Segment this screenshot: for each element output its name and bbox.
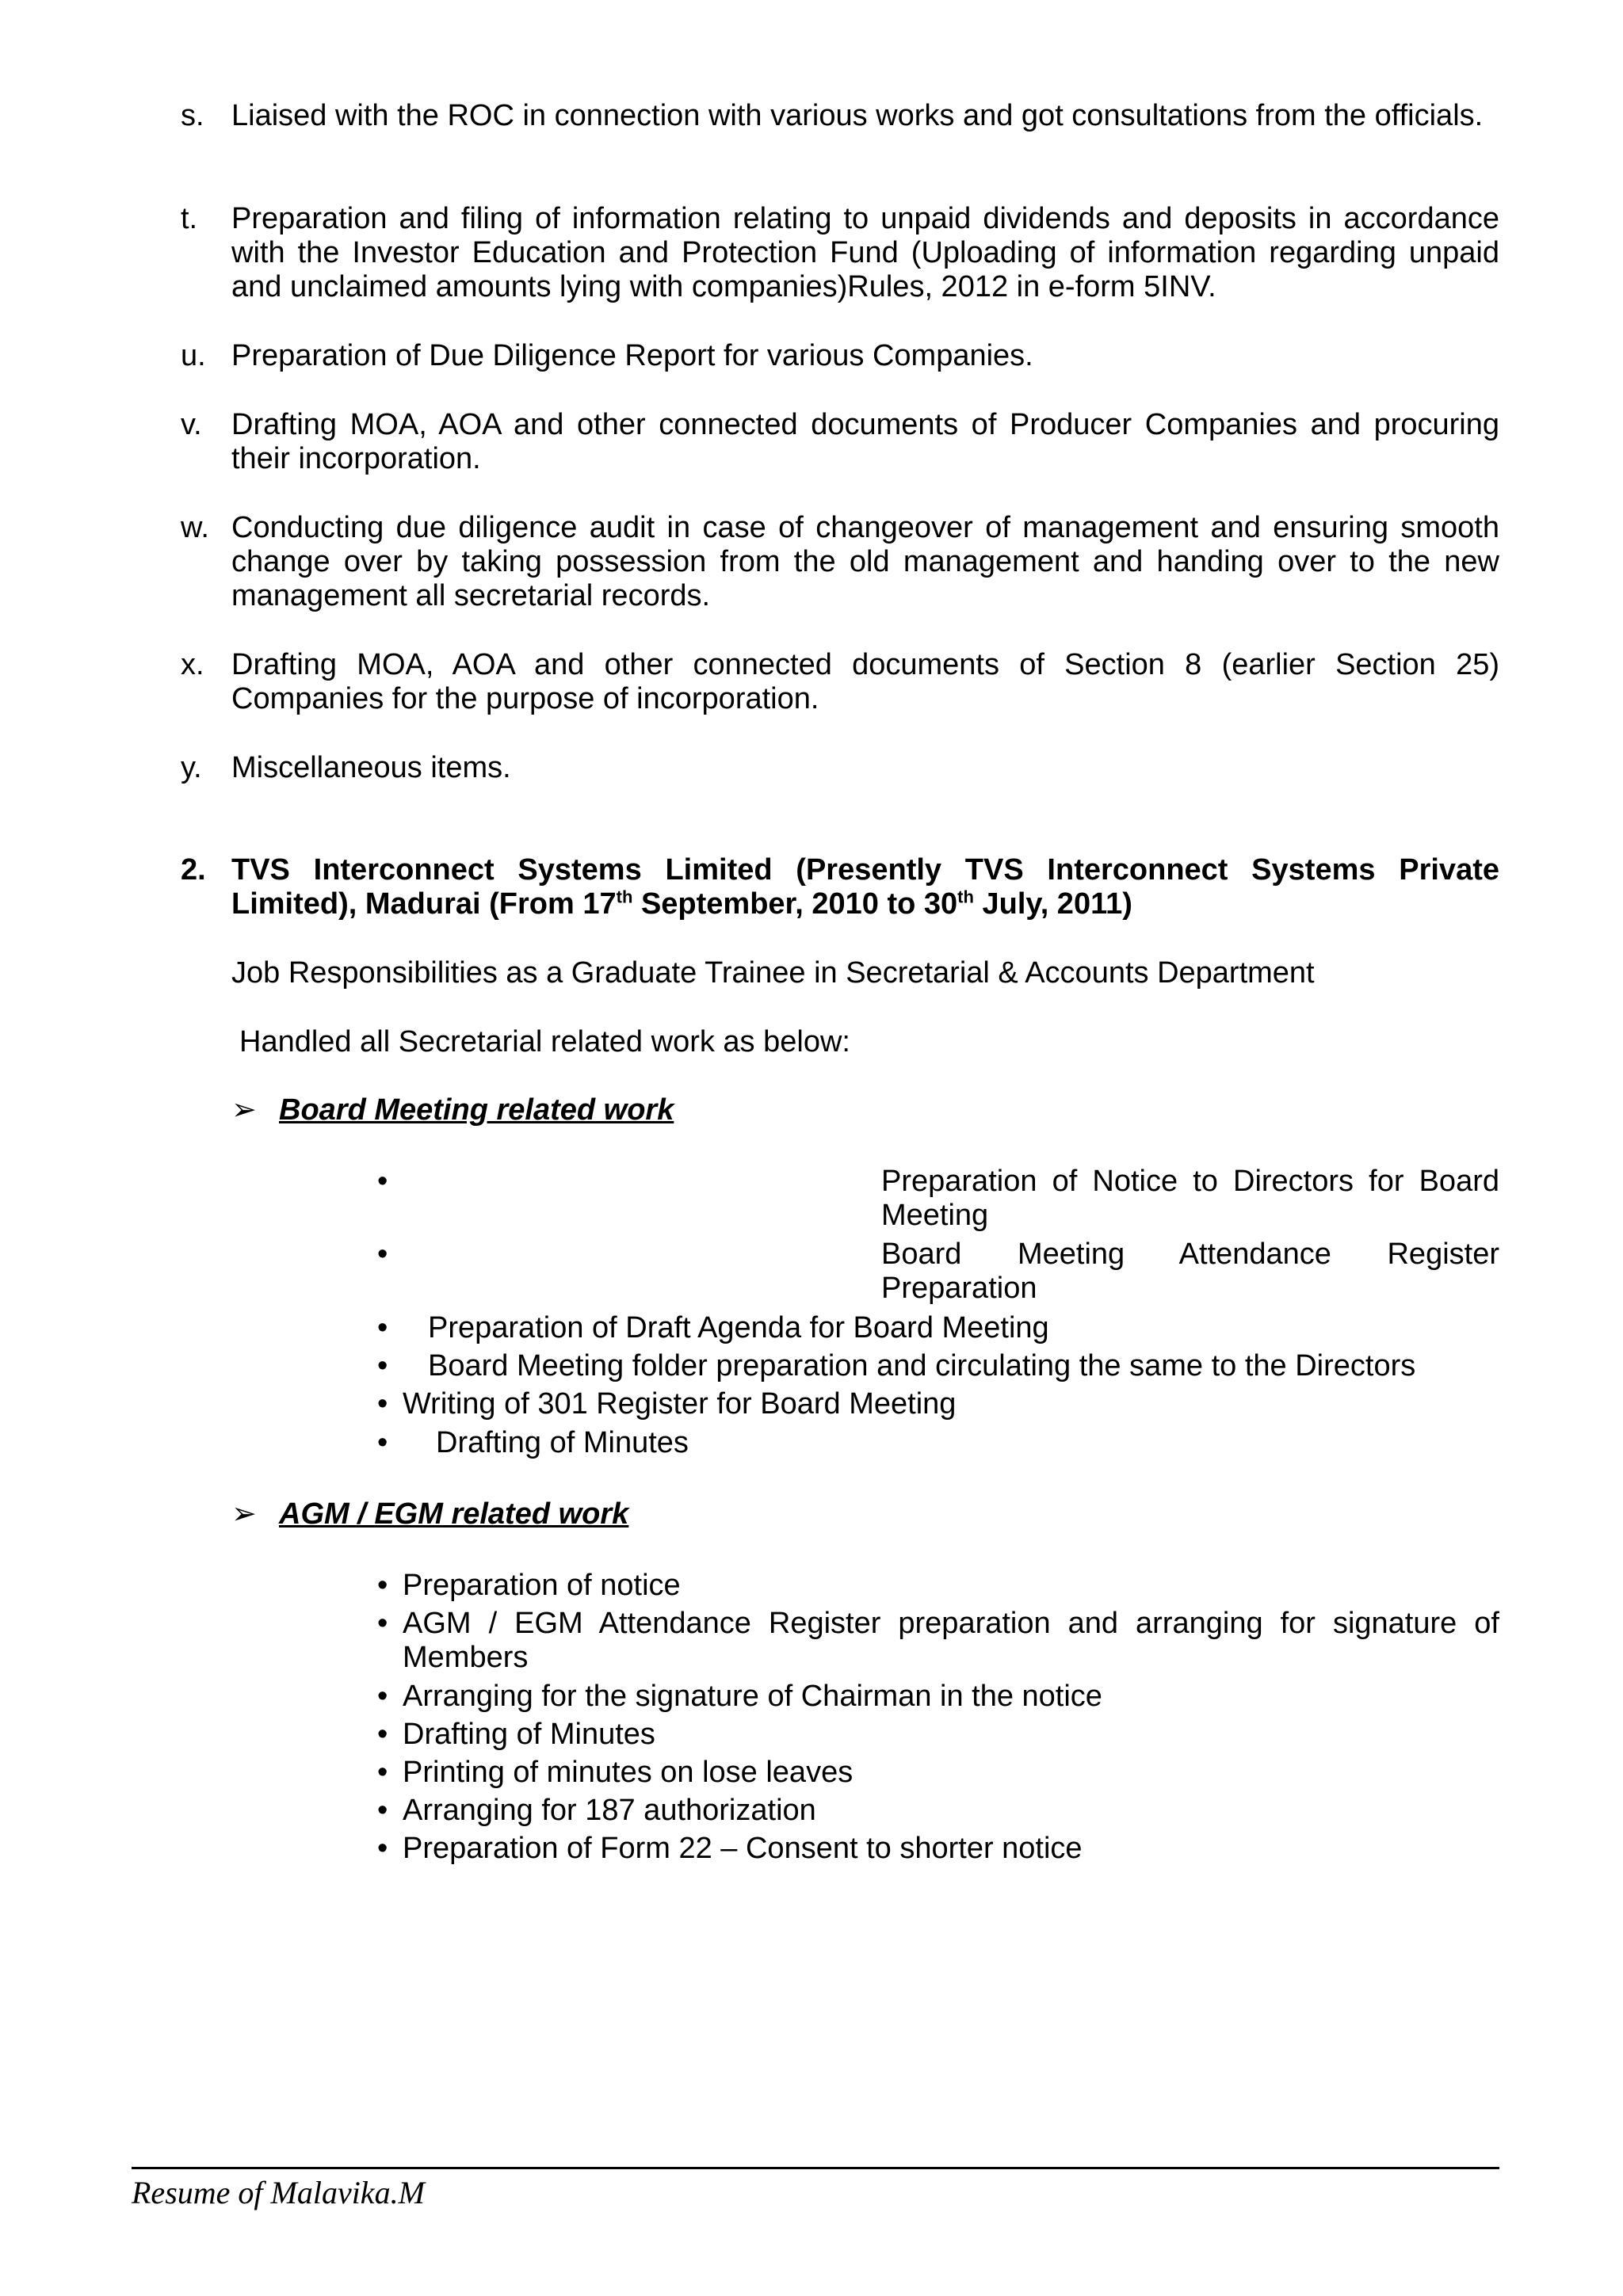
bullet-icon: • bbox=[377, 1756, 388, 1789]
bullet-icon: • bbox=[377, 1426, 388, 1459]
list-item-x bbox=[181, 648, 1499, 716]
agm-item bbox=[377, 1569, 1499, 1603]
agm-item bbox=[377, 1832, 1499, 1866]
bullet-icon: • bbox=[377, 1311, 388, 1344]
agm-item-text: Preparation of notice bbox=[403, 1569, 681, 1602]
arrow-bullet-icon: ➢ bbox=[231, 1497, 257, 1531]
list-item-u bbox=[181, 339, 1499, 373]
list-marker: v. bbox=[181, 408, 202, 441]
bullet-icon: • bbox=[377, 1607, 388, 1640]
bullet-icon: • bbox=[377, 1680, 388, 1713]
section-heading-text bbox=[231, 853, 1499, 921]
board-item-text: Board Meeting folder preparation and circulating the same to the Directors bbox=[428, 1349, 1416, 1383]
list-item-t bbox=[181, 202, 1499, 304]
agm-item bbox=[377, 1794, 1499, 1828]
list-item-w bbox=[181, 511, 1499, 613]
list-marker: u. bbox=[181, 339, 206, 372]
agm-item-text: Printing of minutes on lose leaves bbox=[403, 1756, 854, 1789]
list-item-y bbox=[181, 751, 1499, 785]
agm-egm-heading bbox=[231, 1497, 628, 1531]
board-item-text: Drafting of Minutes bbox=[436, 1426, 689, 1459]
ordinal-suffix: th bbox=[957, 887, 974, 907]
board-item bbox=[377, 1387, 1499, 1421]
list-item-text: Preparation of Due Diligence Report for various Companies. bbox=[231, 339, 1033, 372]
bullet-icon: • bbox=[377, 1238, 388, 1271]
list-marker: t. bbox=[181, 202, 198, 235]
board-meeting-heading bbox=[231, 1093, 674, 1127]
bullet-icon: • bbox=[377, 1165, 388, 1198]
heading-part: July, 2011) bbox=[973, 887, 1132, 921]
bullet-icon: • bbox=[377, 1718, 388, 1751]
board-item bbox=[377, 1311, 1499, 1345]
footer-rule bbox=[132, 2167, 1499, 2169]
bullet-icon: • bbox=[377, 1832, 388, 1865]
board-meeting-heading-text: Board Meeting related work bbox=[279, 1093, 674, 1127]
list-item-text: Miscellaneous items. bbox=[231, 751, 511, 784]
board-item-text: Preparation of Draft Agenda for Board Meeting bbox=[428, 1311, 1049, 1344]
section-number: 2. bbox=[181, 853, 206, 887]
agm-item-text: Arranging for 187 authorization bbox=[403, 1794, 816, 1827]
agm-item-text: Arranging for the signature of Chairman in the notice bbox=[403, 1680, 1102, 1713]
board-item bbox=[377, 1426, 1499, 1460]
agm-item bbox=[377, 1680, 1499, 1714]
bullet-icon: • bbox=[377, 1569, 388, 1602]
section-heading bbox=[181, 853, 1499, 921]
arrow-bullet-icon: ➢ bbox=[231, 1093, 257, 1127]
list-item-text: Drafting MOA, AOA and other connected documents of Producer Companies and procuring their incorporation. bbox=[231, 408, 1499, 475]
agm-egm-heading-text: AGM / EGM related work bbox=[279, 1497, 629, 1531]
bullet-icon: • bbox=[377, 1349, 388, 1383]
list-item-v bbox=[181, 408, 1499, 476]
list-marker: s. bbox=[181, 99, 204, 132]
board-item bbox=[377, 1349, 1499, 1383]
heading-part: September, 2010 to 30 bbox=[632, 887, 958, 921]
list-item-text: Conducting due diligence audit in case of changeover of management and ensuring smooth change over by taking possession from the old management and handing over to the new management all secretarial records. bbox=[231, 511, 1499, 612]
agm-item-text: AGM / EGM Attendance Register preparation and arranging for signature of Members bbox=[403, 1607, 1499, 1674]
footer-text: Resume of Malavika.M bbox=[132, 2175, 425, 2210]
list-marker: y. bbox=[181, 751, 202, 784]
job-responsibilities: Job Responsibilities as a Graduate Trainee in Secretarial & Accounts Department bbox=[231, 956, 1315, 990]
bullet-icon: • bbox=[377, 1387, 388, 1421]
agm-item bbox=[377, 1756, 1499, 1790]
agm-item bbox=[377, 1718, 1499, 1752]
board-item bbox=[377, 1165, 1499, 1233]
ordinal-suffix: th bbox=[616, 887, 633, 907]
handled-note: Handled all Secretarial related work as below: bbox=[239, 1025, 850, 1058]
list-item-text: Liaised with the ROC in connection with various works and got consultations from the officials. bbox=[231, 99, 1484, 132]
board-item-text: Writing of 301 Register for Board Meeting bbox=[403, 1387, 957, 1421]
board-item bbox=[377, 1238, 1499, 1306]
list-item-text: Drafting MOA, AOA and other connected documents of Section 8 (earlier Section 25) Companies for the purpose of incorporation. bbox=[231, 648, 1499, 715]
list-item-text: Preparation and filing of information relating to unpaid dividends and deposits in accordance with the Investor Education and Protection Fund (Uploading of information regarding unpaid and unclaimed amounts lying with companies)Rules, 2012 in e-form 5INV. bbox=[231, 202, 1499, 303]
list-item-s bbox=[181, 99, 1499, 133]
agm-item bbox=[377, 1607, 1499, 1675]
agm-item-text: Preparation of Form 22 – Consent to shorter notice bbox=[403, 1832, 1083, 1865]
bullet-icon: • bbox=[377, 1794, 388, 1827]
heading-part: TVS Interconnect Systems Limited (Presently TVS Interconnect Systems Private Limited), Madurai (From 17 bbox=[231, 853, 1499, 921]
board-item-text: Board Meeting Attendance Register Preparation bbox=[881, 1238, 1499, 1305]
list-marker: w. bbox=[181, 511, 209, 544]
board-item-text: Preparation of Notice to Directors for Board Meeting bbox=[881, 1165, 1499, 1232]
list-marker: x. bbox=[181, 648, 204, 681]
agm-item-text: Drafting of Minutes bbox=[403, 1718, 655, 1751]
